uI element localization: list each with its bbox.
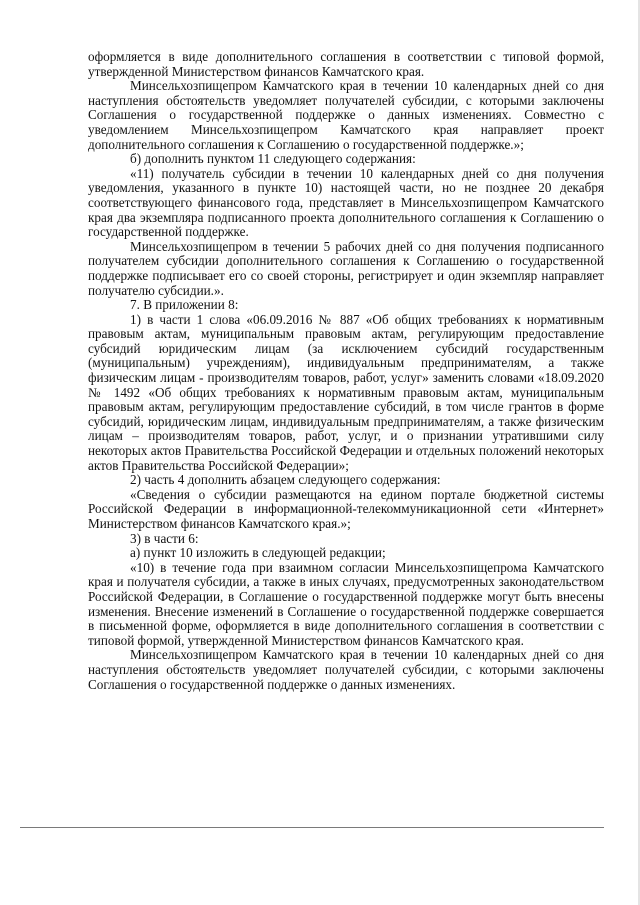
document-body <box>88 50 604 692</box>
paragraph-5: Минсельхозпищепром в течении 5 рабочих дней со дня получения подписанного получателем субсидии дополнительного соглашения к Соглашению о государственной поддержке подписывает его со своей стороны, регистрирует и один экземпляр направляет получателю субсидии.». <box>88 238 604 298</box>
paragraph-4: «11) получатель субсидии в течении 10 календарных дней со дня получения уведомления, указанного в пункте 10) настоящей части, но не позднее 20 декабря соответствующего финансового года, представляет в Минсельхозпищепром Камчатского края два экземпляра подписанного проекта дополнительного соглашения к Соглашению о государственной поддержке. <box>88 165 604 240</box>
paragraph-10: 3) в части 6: <box>130 530 199 546</box>
paragraph-2: Минсельхозпищепром Камчатского края в течении 10 календарных дней со дня наступления обстоятельств уведомляет получателей субсидии, с которыми заключены Соглашения о государственной поддержке о данных изменениях. Совместно с уведомлением Минсельхозпищепром Камчатского края направляет проект дополнительного соглашения к Соглашению о государственной поддержке.»; <box>88 78 604 152</box>
paragraph-1: оформляется в виде дополнительного соглашения в соответствии с типовой формой, утвержденной Министерством финансов Камчатского края. <box>88 49 604 79</box>
paragraph-6: 7. В приложении 8: <box>130 297 239 313</box>
footnote-divider <box>20 827 604 828</box>
paragraph-9: «Сведения о субсидии размещаются на едином портале бюджетной системы Российской Федерации в информационной-телекоммуникационной сети «Интернет» Министерством финансов Камчатского края.»; <box>88 486 604 531</box>
paragraph-7: 1) в части 1 слова «06.09.2016 № 887 «Об общих требованиях к нормативным правовым актам, муниципальным правовым актам, регулирующим предоставление субсидий юридическим лицам (за исключением субсидий государственным (муниципальным) учреждениям), индивидуальным предпринимателям, а также физическим лицам - производителям товаров, работ, услуг» заменить словами «18.09.2020 № 1492 «Об общих требованиях к нормативным правовым актам, муниципальным правовым актам, регулирующим предоставление субсидий, в том числе грантов в форме субсидий, юридическим лицам, индивидуальным предпринимателям, а также физическим лицам – производителям товаров, работ, услуг, и о признании утратившими силу некоторых актов Правительства Российской Федерации и отдельных положений некоторых актов Правительства Российской Федерации»; <box>88 311 604 473</box>
paragraph-13: Минсельхозпищепром Камчатского края в течении 10 календарных дней со дня наступления обстоятельств уведомляет получателей субсидии, с которыми заключены Соглашения о государственной поддержке о данных изменениях. <box>88 647 604 692</box>
paragraph-3: б) дополнить пунктом 11 следующего содержания: <box>130 151 416 167</box>
paragraph-8: 2) часть 4 дополнить абзацем следующего содержания: <box>130 472 441 488</box>
paragraph-11: а) пункт 10 изложить в следующей редакции; <box>130 545 386 561</box>
paragraph-12: «10) в течение года при взаимном согласии Минсельхозпищепрома Камчатского края и получателя субсидии, а также в иных случаях, предусмотренных законодательством Российской Федерации, в Соглашение о государственной поддержке могут быть внесены изменения. Внесение изменений в Соглашение о государственной поддержке совершается в письменной форме, оформляется в виде дополнительного соглашения в соответствии с типовой формой, утвержденной Министерством финансов Камчатского края. <box>88 559 604 648</box>
